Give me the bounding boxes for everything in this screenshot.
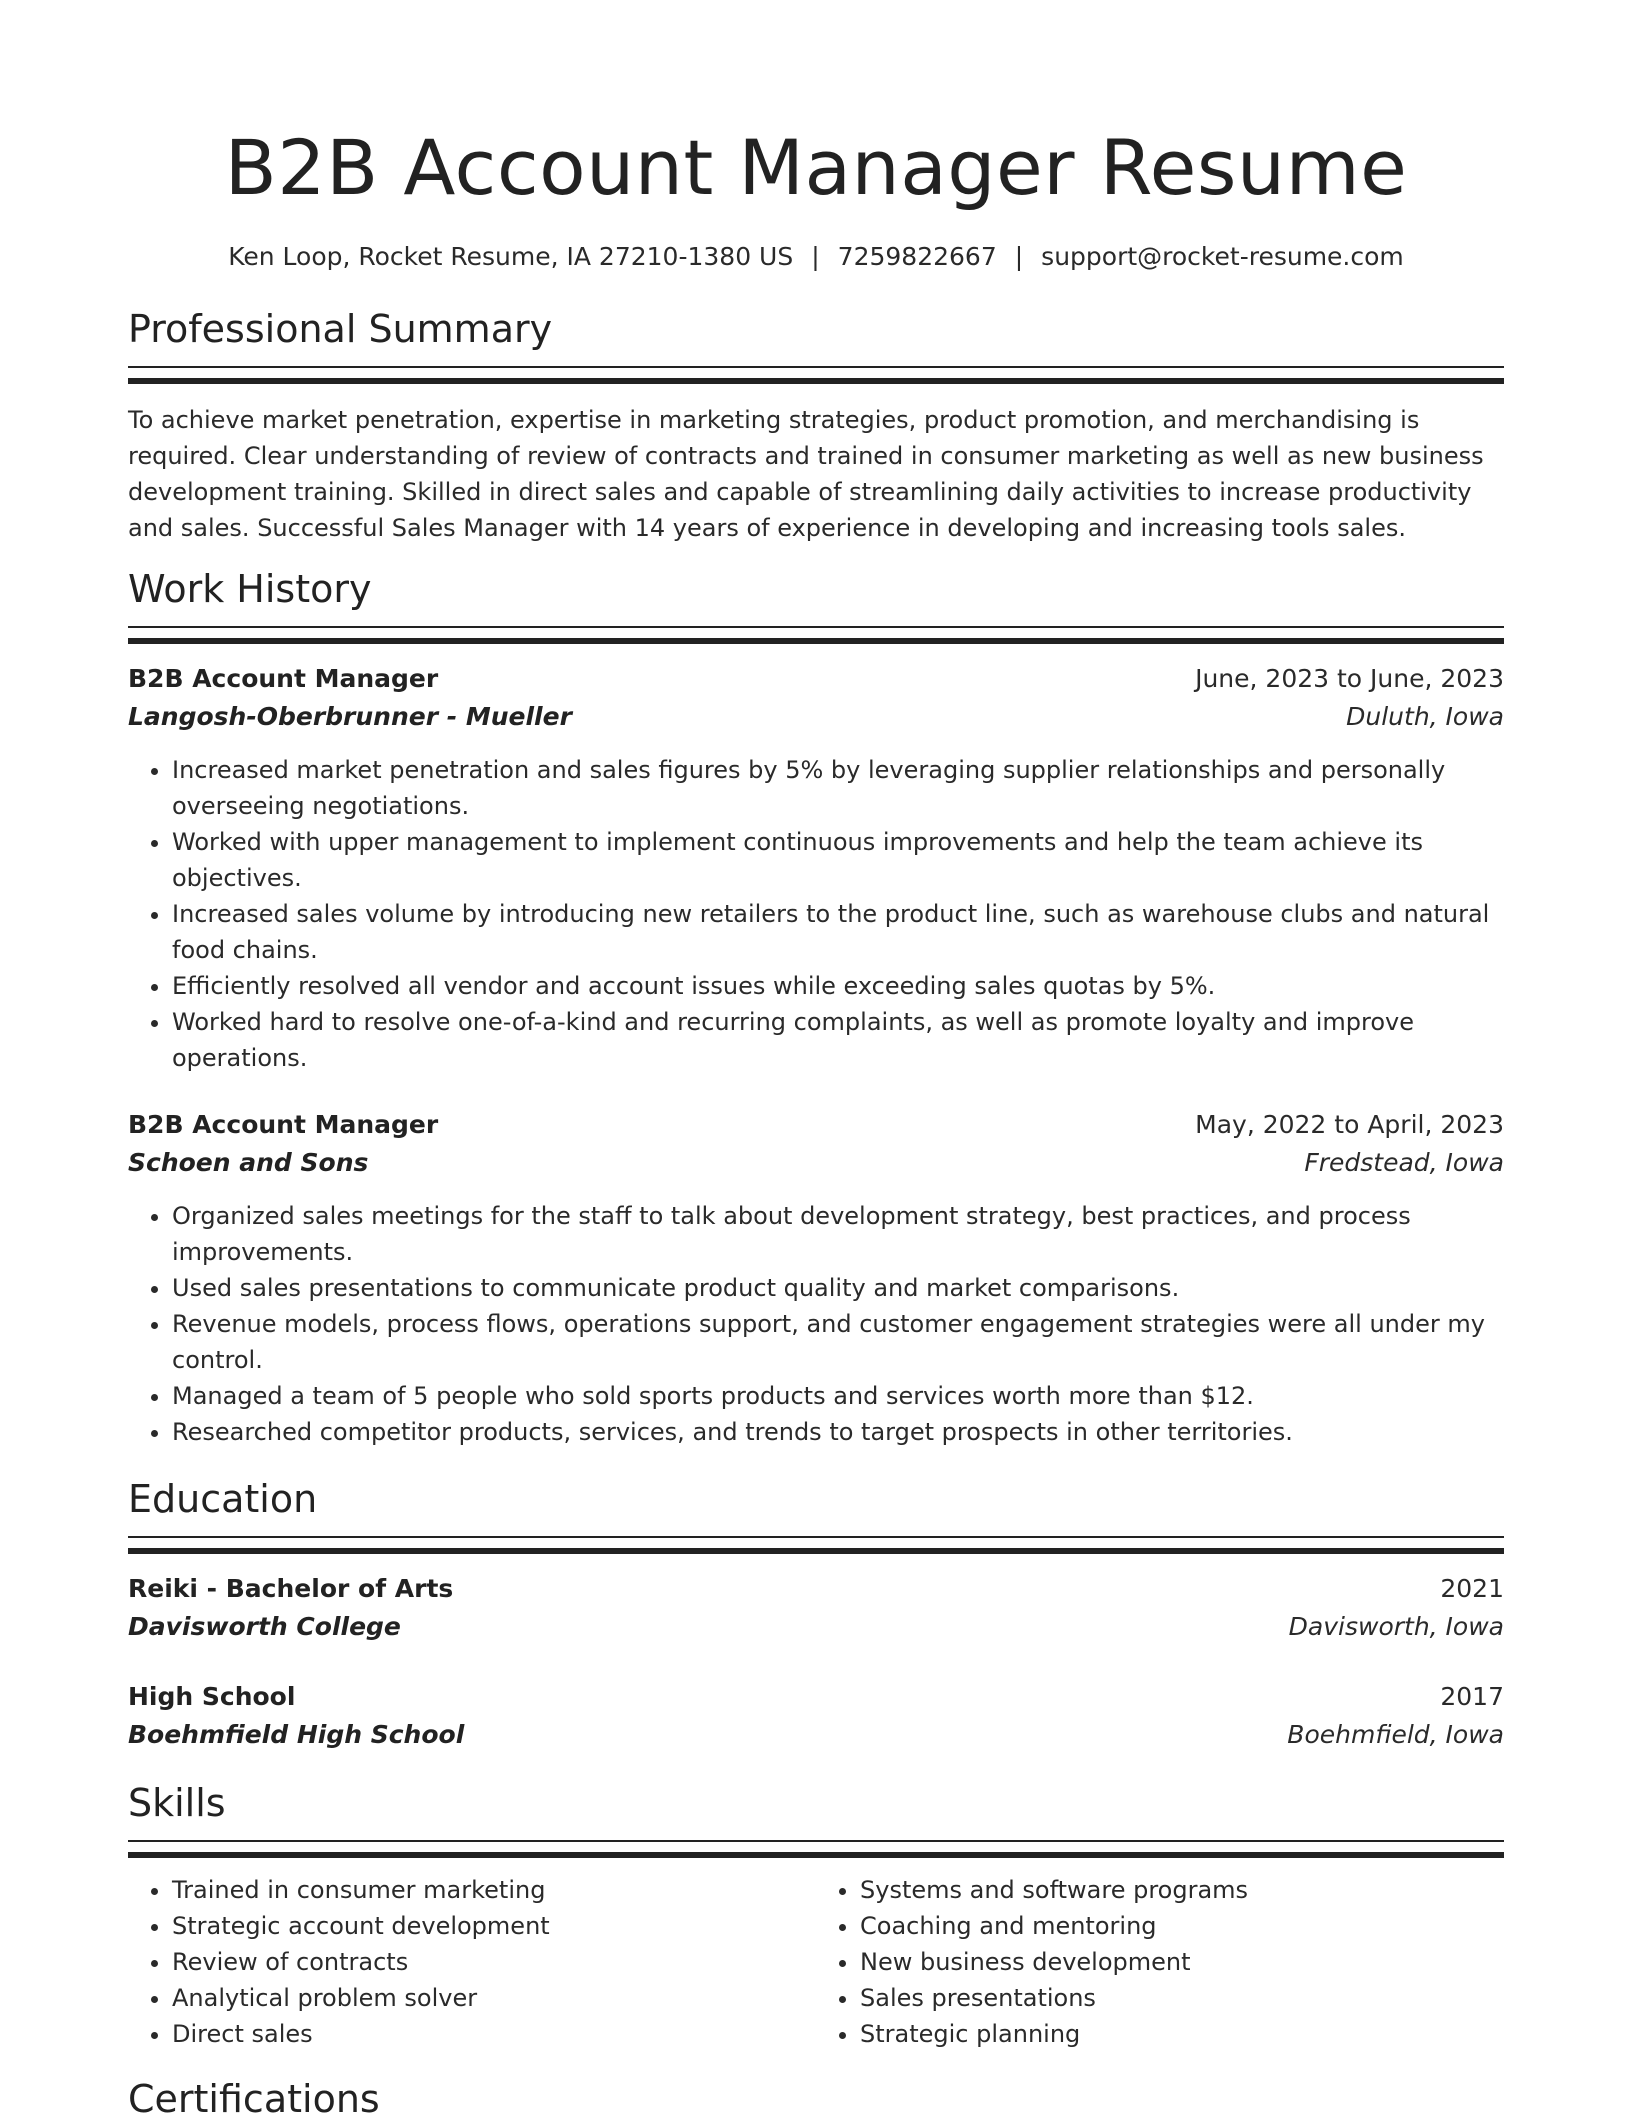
job-company-row (128, 1144, 1504, 1182)
job-title: B2B Account Manager (128, 664, 439, 693)
job-bullet: • Organized sales meetings for the staff to talk about development strategy, best practices, and process improvements. (172, 1198, 1504, 1270)
education-school-row (128, 1608, 1504, 1646)
skills-column-left (128, 1872, 816, 2052)
contact-address: Ken Loop, Rocket Resume, IA 27210-1380 US (228, 242, 794, 271)
job-dates: June, 2023 to June, 2023 (1195, 664, 1504, 693)
section-divider (128, 626, 1504, 644)
summary-text: To achieve market penetration, expertise in marketing strategies, product promotion, and merchandising is required. Clear understanding of review of contracts and trained in consumer marketing as well as new business development training. Skilled in direct sales and capable of streamlining daily activities to increase productivity and sales. Successful Sales Manager with 14 years of experience in developing and increasing tools sales. (128, 406, 1484, 542)
contact-email: support@rocket-resume.com (1041, 242, 1404, 271)
education-entry (128, 1678, 1504, 1754)
section-heading-skills: Skills (128, 1781, 226, 1825)
education-header-row (128, 1678, 1504, 1716)
section-divider (128, 1536, 1504, 1554)
education-school: Davisworth College (128, 1612, 401, 1641)
skills-column-right (816, 1872, 1504, 2052)
contact-phone: 7259822667 (837, 242, 997, 271)
job-bullet: • Revenue models, process flows, operations support, and customer engagement strategies were all under my control. (172, 1306, 1504, 1378)
section-heading-certifications: Certifications (128, 2077, 380, 2121)
skill-item: • Review of contracts (172, 1944, 816, 1980)
section-divider (128, 1840, 1504, 1858)
skills-section (128, 1778, 1504, 2052)
job-bullet: • Worked hard to resolve one-of-a-kind and recurring complaints, as well as promote loyalty and improve operations. (172, 1004, 1504, 1076)
contact-line (128, 240, 1504, 274)
education-year: 2021 (1440, 1574, 1504, 1603)
skill-item: • Analytical problem solver (172, 1980, 816, 2016)
job-bullets (128, 1198, 1504, 1450)
job-dates: May, 2022 to April, 2023 (1195, 1110, 1504, 1139)
section-heading-education: Education (128, 1477, 318, 1521)
contact-separator: | (1014, 242, 1024, 271)
job-bullet: • Increased sales volume by introducing new retailers to the product line, such as warehouse clubs and natural food chains. (172, 896, 1504, 968)
education-location: Davisworth, Iowa (1288, 1612, 1504, 1641)
job-company: Schoen and Sons (128, 1148, 369, 1177)
education-school-row (128, 1716, 1504, 1754)
job-bullet: • Increased market penetration and sales figures by 5% by leveraging supplier relationships and personally overseeing negotiations. (172, 752, 1504, 824)
job-title: B2B Account Manager (128, 1110, 439, 1139)
education-entry (128, 1570, 1504, 1646)
job-company: Langosh-Oberbrunner - Mueller (128, 702, 572, 731)
job-location: Duluth, Iowa (1346, 702, 1504, 731)
section-heading-work-history: Work History (128, 567, 372, 611)
skills-list-left (128, 1872, 816, 2052)
skill-item: • Trained in consumer marketing (172, 1872, 816, 1908)
skill-item: • New business development (860, 1944, 1504, 1980)
education-school: Boehmfield High School (128, 1720, 465, 1749)
job-bullet: • Worked with upper management to implement continuous improvements and help the team achieve its objectives. (172, 824, 1504, 896)
job-bullet: • Managed a team of 5 people who sold sports products and services worth more than $12. (172, 1378, 1504, 1414)
job-bullet: • Researched competitor products, services, and trends to target prospects in other territories. (172, 1414, 1504, 1450)
education-degree: Reiki - Bachelor of Arts (128, 1574, 454, 1603)
summary-section (128, 304, 1504, 546)
education-header-row (128, 1570, 1504, 1608)
section-divider (128, 366, 1504, 384)
job-entry (128, 660, 1504, 1076)
certifications-section (128, 2074, 1504, 2124)
work-history-section (128, 564, 1504, 1450)
job-bullets (128, 752, 1504, 1076)
job-entry (128, 1106, 1504, 1450)
skill-item: • Strategic account development (172, 1908, 816, 1944)
skill-item: • Coaching and mentoring (860, 1908, 1504, 1944)
resume-title: B2B Account Manager Resume (224, 123, 1408, 212)
skills-list-right (816, 1872, 1504, 2052)
education-year: 2017 (1440, 1682, 1504, 1711)
section-heading-summary: Professional Summary (128, 307, 553, 351)
education-section (128, 1474, 1504, 1754)
skill-item: • Strategic planning (860, 2016, 1504, 2052)
education-degree: High School (128, 1682, 296, 1711)
skills-columns (128, 1872, 1504, 2052)
skill-item: • Systems and software programs (860, 1872, 1504, 1908)
skill-item: • Direct sales (172, 2016, 816, 2052)
job-company-row (128, 698, 1504, 736)
job-bullet: • Used sales presentations to communicate product quality and market comparisons. (172, 1270, 1504, 1306)
education-location: Boehmfield, Iowa (1287, 1720, 1504, 1749)
job-header-row (128, 660, 1504, 698)
contact-separator: | (811, 242, 820, 271)
skill-item: • Sales presentations (860, 1980, 1504, 2016)
job-location: Fredstead, Iowa (1304, 1148, 1504, 1177)
job-bullet: • Efficiently resolved all vendor and account issues while exceeding sales quotas by 5%. (172, 968, 1504, 1004)
job-header-row (128, 1106, 1504, 1144)
